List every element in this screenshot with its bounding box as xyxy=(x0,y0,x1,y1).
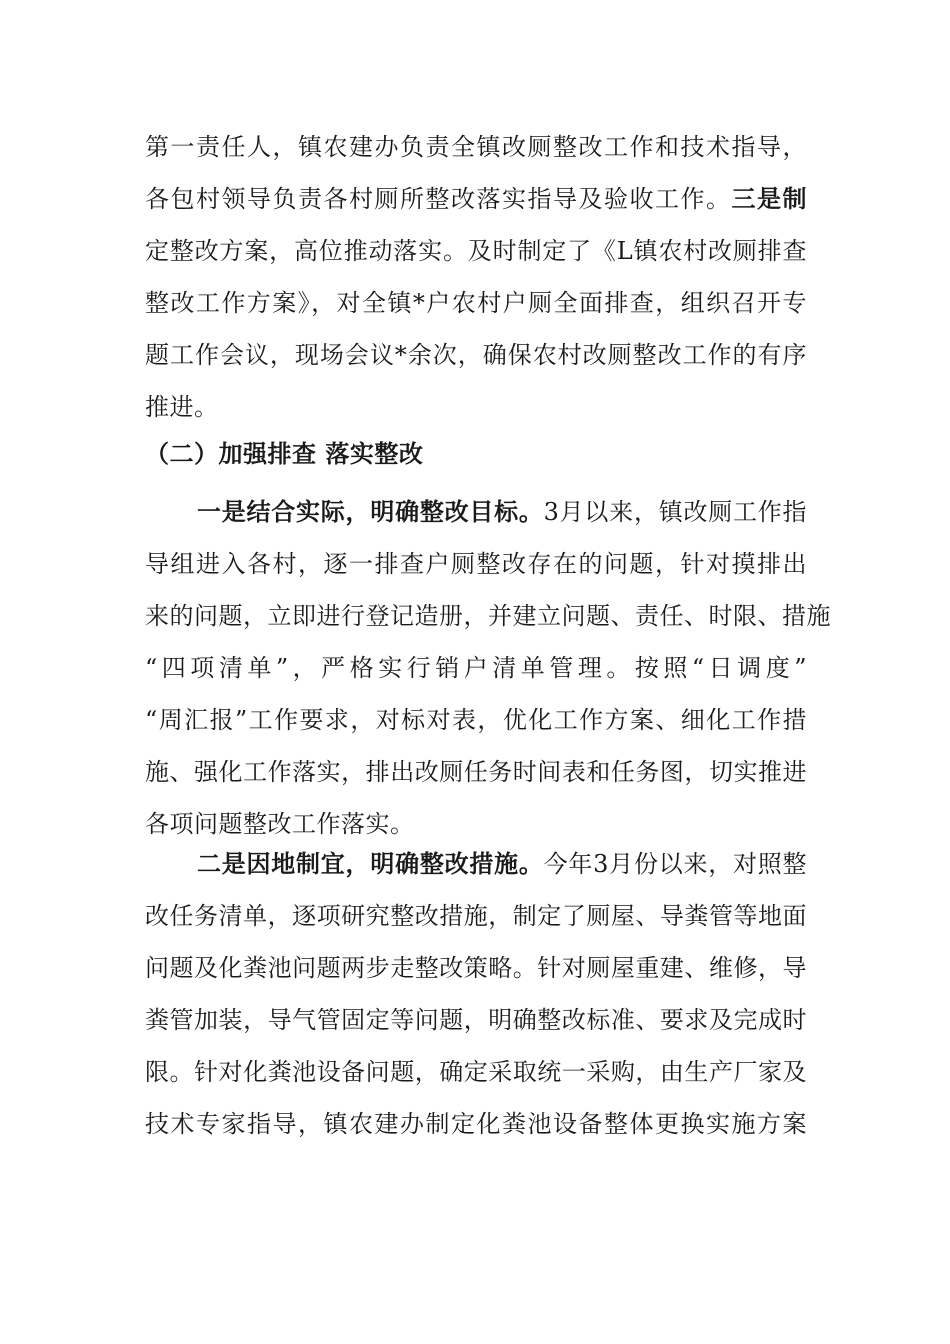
paragraph-responsibility xyxy=(145,121,807,433)
text-line: 技术专家指导，镇农建办制定化粪池设备整体更换实施方案 xyxy=(145,1110,807,1138)
text-line: 改任务清单，逐项研究整改措施，制定了厕屋、导粪管等地面 xyxy=(145,902,807,930)
text-line: “四项清单”，严格实行销户清单管理。按照“日调度” xyxy=(145,654,807,682)
text-line: 粪管加装，导气管固定等问题，明确整改标准、要求及完成时 xyxy=(145,1006,807,1034)
text-segment: 3月以来，镇改厕工作指 xyxy=(543,498,808,526)
heading-text: （二）加强排查 落实整改 xyxy=(145,439,424,468)
text-line: 题工作会议，现场会议*余次，确保农村改厕整改工作的有序 xyxy=(145,341,807,369)
text-line: “周汇报”工作要求，对标对表，优化工作方案、细化工作措 xyxy=(145,706,807,734)
bold-lead-text: 二是因地制宜，明确整改措施。 xyxy=(197,849,544,878)
text-line xyxy=(145,486,807,538)
text-line: 各项问题整改工作落实。 xyxy=(145,810,415,838)
text-line: 推进。 xyxy=(145,393,219,421)
text-line xyxy=(145,173,807,225)
text-line: 定整改方案，高位推动落实。及时制定了《L镇农村改厕排查 xyxy=(145,237,807,265)
text-line: 限。针对化粪池设备问题，确定采取统一采购，由生产厂家及 xyxy=(145,1058,807,1086)
bold-lead-text: 三是制 xyxy=(731,184,807,213)
section-heading-2 xyxy=(145,428,807,480)
text-line: 整改工作方案》，对全镇*户农村户厕全面排查，组织召开专 xyxy=(145,289,807,317)
text-line: 导组进入各村，逐一排查户厕整改存在的问题，针对摸排出 xyxy=(145,550,807,578)
text-line: 问题及化粪池问题两步走整改策略。针对厕屋重建、维修，导 xyxy=(145,954,807,982)
text-line: 第一责任人，镇农建办负责全镇改厕整改工作和技术指导， xyxy=(145,133,807,161)
text-line: 来的问题，立即进行登记造册，并建立问题、责任、时限、措施 xyxy=(145,602,831,630)
text-line: 施、强化工作落实，排出改厕任务时间表和任务图，切实推进 xyxy=(145,758,807,786)
paragraph-measures xyxy=(145,838,807,1150)
paragraph-target xyxy=(145,486,831,850)
text-line xyxy=(145,838,807,890)
bold-lead-text: 一是结合实际，明确整改目标。 xyxy=(197,497,544,526)
text-segment: 各包村领导负责各村厕所整改落实指导及验收工作。 xyxy=(145,185,732,213)
text-segment: 今年3月份以来，对照整 xyxy=(543,850,808,878)
